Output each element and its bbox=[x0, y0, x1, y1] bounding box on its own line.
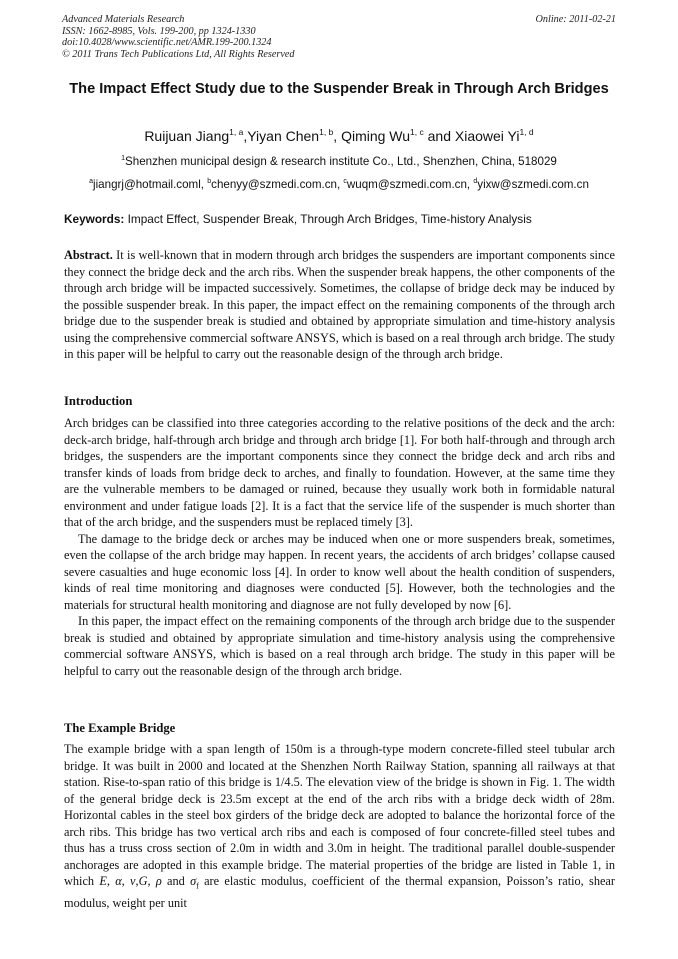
keywords-text: Impact Effect, Suspender Break, Through Arch Bridges, Time-history Analysis bbox=[124, 212, 532, 226]
author-name: Ruijuan Jiang bbox=[144, 128, 230, 144]
author-superscript: 1, a bbox=[229, 127, 244, 137]
doi-line: doi:10.4028/www.scientific.net/AMR.199-200.1324 bbox=[62, 37, 272, 49]
conjunction: and bbox=[161, 874, 191, 888]
keywords-label: Keywords: bbox=[64, 212, 125, 226]
keywords bbox=[64, 211, 616, 227]
abstract bbox=[64, 247, 615, 363]
sigma-symbol: σ bbox=[190, 874, 197, 888]
paragraph: Arch bridges can be classified into three categories according to the relative positions of the deck and the arch: deck-arch bridge, half-through arch bridge and through arch bridge [1]. For both half-through and through arch bridges, the suspenders are the important components since they connect the bridge deck and arch ribs and transfer kinds of loads from bridge deck to arches, and finally to foundation. However, at the same time they are the vulnerable members to be damaged or ruined, because they usually work both in formidable natural environment and under fatigue loads [2]. It is a fact that the service life of the suspender is much shorter than that of the arch bridge, and the suspenders must be replaced timely [3]. bbox=[64, 416, 615, 529]
journal-name: Advanced Materials Research bbox=[62, 14, 185, 25]
paragraph-text: are elastic modulus, coefficient of the thermal expansion, Poisson’s ratio, shear modulus, weight per unit bbox=[64, 874, 615, 910]
journal-header bbox=[62, 14, 616, 60]
email-address: wuqm@szmedi.com.cn, bbox=[346, 178, 474, 191]
paper-title: The Impact Effect Study due to the Suspender Break in Through Arch Bridges bbox=[69, 81, 609, 97]
sigma-subscript: f bbox=[196, 881, 199, 891]
author-name: Yiyan Chen bbox=[247, 128, 320, 144]
author-superscript: 1, d bbox=[519, 127, 534, 137]
online-date: Online: 2011-02-21 bbox=[535, 14, 616, 25]
author-separator: , bbox=[243, 128, 248, 144]
email-superscript: a bbox=[89, 178, 94, 185]
copyright-line: © 2011 Trans Tech Publications Ltd, All Rights Reserved bbox=[62, 48, 295, 60]
email-address: jiangrj@hotmail.coml, bbox=[93, 178, 208, 191]
author-name: Qiming Wu bbox=[341, 128, 411, 144]
affiliation-superscript: 1 bbox=[121, 155, 126, 162]
email-list bbox=[62, 177, 616, 193]
abstract-text: It is well-known that in modern through arch bridges the suspenders are important components since they connect the bridge deck and the arch ribs. When the suspender break happens, the other components of the through arch bridge will be impacted successively. Sometimes, the collapse of bridge deck may be induced by the possible suspender break. In this paper, the impact effect on the remaining components of the through arch bridge due to the suspender break is studied and obtained by appropriate simulation and time-history analysis using the comprehensive commercial software ANSYS, which is based on a real through arch bridge. The study in this paper will be helpful to carry out the reasonable design of the through arch bridge. bbox=[64, 248, 615, 361]
material-symbols: E, α, ν,G, ρ bbox=[99, 874, 162, 888]
paragraph: The damage to the bridge deck or arches may be induced when one or more suspenders break, sometimes, even the collapse of the arch bridge may happen. In recent years, the accidents of arch bridges’ collapse caused severe casualties and huge economic loss [4]. In order to know well about the health condition of suspenders, kinds of real time monitoring and diagnoses were conducted [5]. However, both the technologies and the materials for structural health monitoring and diagnose are not fully developed by now [6]. bbox=[64, 531, 615, 612]
author-superscript: 1, c bbox=[410, 127, 424, 137]
email-superscript: d bbox=[473, 178, 478, 185]
email-address: chenyy@szmedi.com.cn, bbox=[211, 178, 344, 191]
author-superscript: 1, b bbox=[319, 127, 334, 137]
introduction-body bbox=[64, 415, 615, 679]
email-superscript: b bbox=[207, 178, 212, 185]
email-address: yixw@szmedi.com.cn bbox=[477, 178, 589, 191]
author-list bbox=[62, 126, 616, 146]
author-separator: and bbox=[423, 128, 455, 144]
affiliation bbox=[62, 154, 616, 170]
affiliation-text: Shenzhen municipal design & research institute Co., Ltd., Shenzhen, China, 518029 bbox=[125, 155, 557, 168]
section-heading-introduction: Introduction bbox=[64, 394, 133, 408]
author-name: Xiaowei Yi bbox=[454, 128, 520, 144]
email-superscript: c bbox=[343, 178, 347, 185]
author-separator: , bbox=[333, 128, 342, 144]
paragraph bbox=[64, 741, 615, 911]
paragraph-text: The example bridge with a span length of 150m is a through-type modern concrete-filled steel tubular arch bridge. It was built in 2000 and located at the Shenzhen North Railway Station, spanning all railways at that station. Rise-to-span ratio of this bridge is 1/4.5. The elevation view of the bridge is shown in Fig. 1. The width of the general bridge deck is 23.5m except at the end of the arch ribs with a bridge deck width of 28m. Horizontal cables in the steel box girders of the bridge deck are adopted to balance the horizontal force of the arch ribs. This bridge has two vertical arch ribs and each is composed of four concrete-filled steel tubes and thus has a truss cross section of 2.0m in width and 3.0m in height. The traditional parallel double-suspender anchorages are adopted in this example bridge. The material properties of the bridge are listed in Table 1, in which bbox=[64, 742, 615, 888]
example-bridge-body bbox=[64, 741, 615, 911]
abstract-label: Abstract. bbox=[64, 248, 113, 262]
section-heading-example-bridge: The Example Bridge bbox=[64, 721, 176, 735]
paragraph: In this paper, the impact effect on the remaining components of the through arch bridge due to the suspender break is studied and obtained by appropriate simulation and time-history analysis using the comprehensive commercial software ANSYS, which is based on a real through arch bridge. The study in this paper will be helpful to carry out the reasonable design of the through arch bridge. bbox=[64, 614, 615, 678]
issn-line: ISSN: 1662-8985, Vols. 199-200, pp 1324-1330 bbox=[62, 25, 256, 37]
